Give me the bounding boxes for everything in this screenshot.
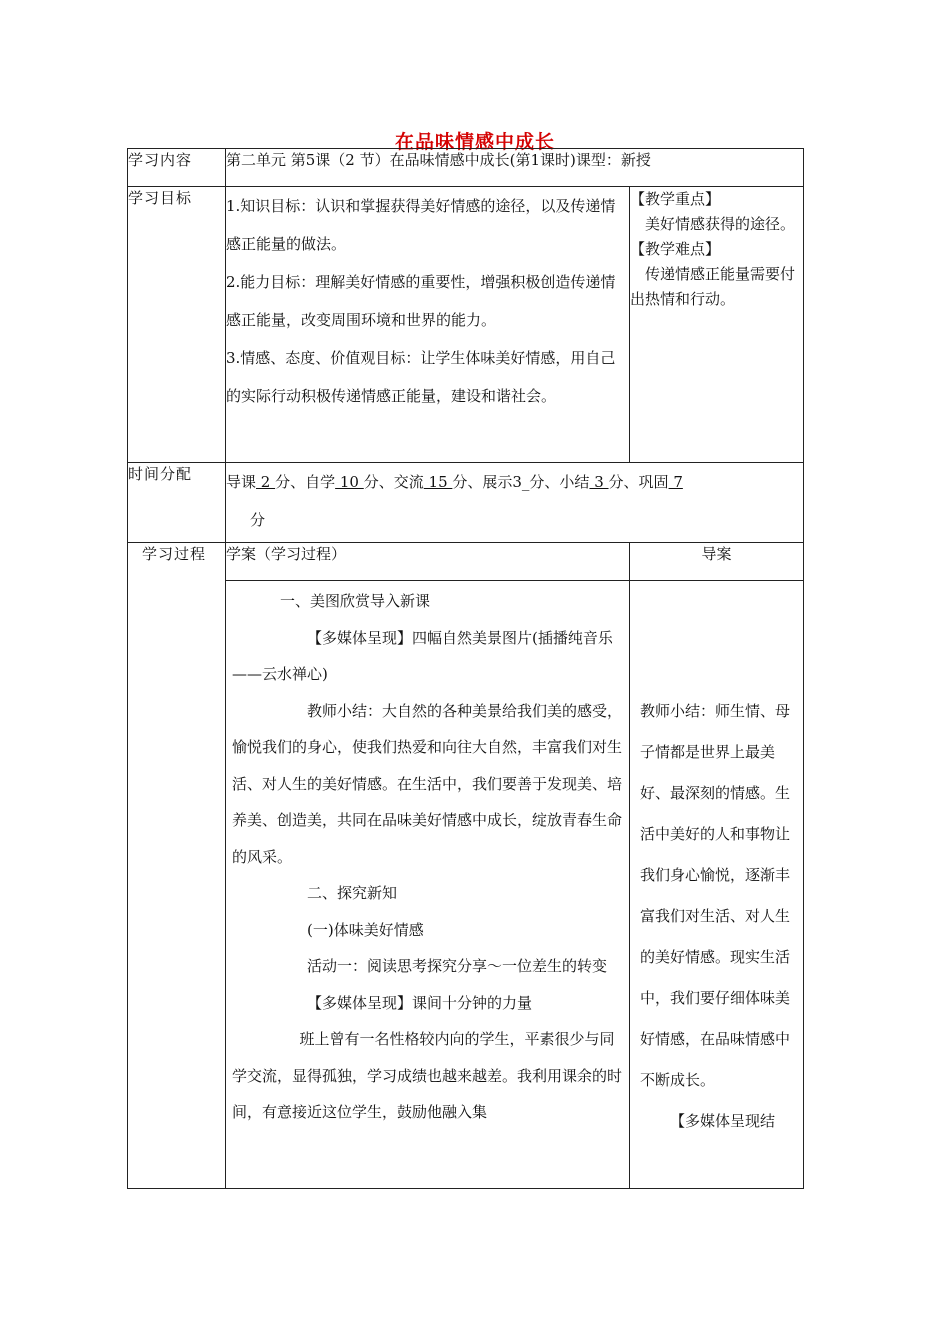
guide-cell <box>630 581 804 1189</box>
plan-header: 学案（学习过程） <box>226 543 630 581</box>
process-multimedia-2: 【多媒体呈现】课间十分钟的力量 <box>307 993 533 1012</box>
row-content <box>128 149 804 187</box>
row-goals <box>128 187 804 463</box>
guide-header: 导案 <box>630 543 804 581</box>
process-multimedia-1: 【多媒体呈现】四幅自然美景图片(插播纯音乐——云水禅心) <box>232 628 613 683</box>
key-point-title: 【教学重点】 <box>630 190 721 208</box>
goal-attitude: 3.情感、态度、价值观目标：让学生体味美好情感，用自己的实际行动积极传递情感正能量，建设和谐社会。 <box>226 349 616 405</box>
content-value: 第二单元 第5课（2 节）在品味情感中成长(第1课时)课型：新授 <box>226 149 804 187</box>
lesson-plan-table <box>127 148 804 1189</box>
goal-ability: 2.能力目标：理解美好情感的重要性，增强积极创造传递情感正能量，改变周围环境和世界的能力。 <box>226 273 616 329</box>
row-time <box>128 463 804 543</box>
process-teacher-summary: 教师小结：大自然的各种美景给我们美的感受，愉悦我们的身心，使我们热爱和向往大自然，丰富我们对生活、对人生的美好情感。在生活中，我们要善于发现美、培养美、创造美，共同在品味美好情感中成长，绽放青春生命的风采。 <box>232 701 623 866</box>
goals-cell <box>226 187 630 463</box>
row-process-body <box>128 581 804 1189</box>
time-value-intro: 2 <box>256 473 276 491</box>
time-value-exchange: 15 <box>423 473 453 491</box>
process-story: 班上曾有一名性格较内向的学生，平素很少与同学交流，显得孤独，学习成绩也越来越差。我利用课余的时间，有意接近这位学生，鼓励他融入集 <box>232 1030 623 1121</box>
guide-summary: 教师小结：师生情、母子情都是世界上最美好、最深刻的情感。生活中美好的人和事物让我们身心愉悦，逐渐丰富我们对生活、对人生的美好情感。现实生活中，我们要仔细体味美好情感，在品味情感中不断成长。 <box>640 702 791 1089</box>
key-point-text: 美好情感获得的途径。 <box>645 215 796 233</box>
content-label: 学习内容 <box>128 149 226 187</box>
time-value-self-study: 10 <box>335 473 364 491</box>
key-points-cell <box>630 187 804 463</box>
time-label: 时间分配 <box>128 463 226 543</box>
time-value-consolidate: 7 <box>668 473 683 491</box>
time-text-5: 分、巩固 <box>608 473 669 491</box>
time-text-6: 分 <box>250 511 266 529</box>
process-section-2: 二、探究新知 <box>307 884 398 902</box>
row-process-header <box>128 543 804 581</box>
goal-knowledge: 1.知识目标：认识和掌握获得美好情感的途径，以及传递情感正能量的做法。 <box>226 197 616 253</box>
difficulty-text: 传递情感正能量需要付出热情和行动。 <box>630 265 796 308</box>
time-text-4: 分、展示3_分、小结 <box>452 473 590 491</box>
process-subsection-1: (一)体味美好情感 <box>307 920 424 939</box>
process-label: 学习过程 <box>128 543 226 1189</box>
plan-cell <box>226 581 630 1189</box>
page-title: 在品味情感中成长 <box>394 131 555 153</box>
process-section-1: 一、美图欣赏导入新课 <box>280 592 431 610</box>
time-allocation <box>226 463 804 543</box>
time-text-2: 分、自学 <box>275 473 336 491</box>
guide-multimedia: 【多媒体呈现结 <box>670 1112 776 1130</box>
difficulty-title: 【教学难点】 <box>630 240 721 258</box>
goals-label: 学习目标 <box>128 187 226 463</box>
time-value-summary: 3 <box>589 473 609 491</box>
time-text-1: 导课 <box>226 473 257 491</box>
process-activity-1: 活动一：阅读思考探究分享～一位差生的转变 <box>307 957 608 975</box>
time-text-3: 分、交流 <box>363 473 424 491</box>
